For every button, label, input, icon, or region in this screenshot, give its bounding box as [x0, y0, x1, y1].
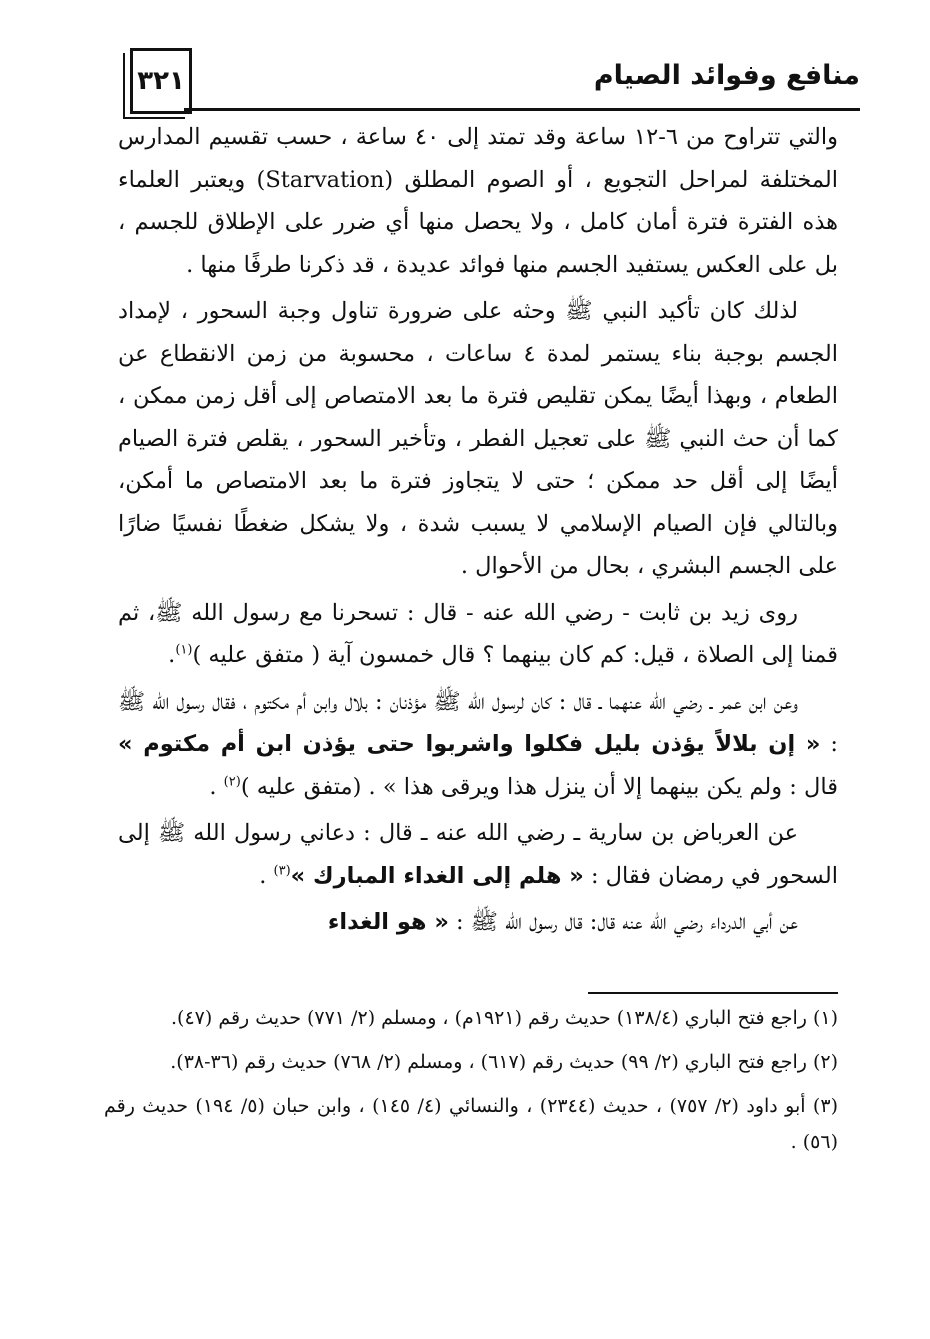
paragraph-5-text: عن العرباض بن سارية ـ رضي الله عنه ـ قال : دعاني رسول الله ﷺ إلى السحور في رمضان فقال : — [118, 820, 838, 889]
footnote-rule — [588, 992, 838, 994]
page-header — [120, 40, 860, 110]
main-text — [118, 116, 838, 948]
paragraph-4-text-b: قال : ولم يكن بينهما إلا أن ينزل هذا ويرقى هذا » . (متفق عليه ) — [240, 773, 838, 800]
hadith-quote-2: « هلم إلى الغداء المبارك » — [290, 862, 584, 889]
page-number: ٣٢١ — [130, 48, 192, 114]
paragraph-4-text-a: وعن ابن عمر ـ رضي الله عنهما ـ قال : كان لرسول الله ﷺ مؤذنان : بلال وابن أم مكتوم ، فقال رسول الله ﷺ : — [118, 688, 839, 757]
footnote-1: (١) راجع فتح الباري (١٣٨/٤) حديث رقم (١٩٢١م) ، ومسلم (٢/ ٧٧١) حديث رقم (٤٧). — [171, 1007, 838, 1029]
paragraph-5 — [118, 812, 838, 897]
paragraph-1: والتي تتراوح من ٦-١٢ ساعة وقد تمتد إلى ٤٠ ساعة ، حسب تقسيم المدارس المختلفة لمراحل التجويع ، أو الصوم المطلق (Starvation) ويعتبر العلماء هذه الفترة فترة أمان كامل ، ولا يحصل منها أي ضرر على الإطلاق للجسم ، بل على العكس يستفيد الجسم منها فوائد عديدة ، قد ذكرنا طرفًا منها . — [118, 124, 838, 278]
paragraph-6-text: عن أبي الدرداء رضي الله عنه قال: قال رسول الله ﷺ : — [448, 909, 798, 935]
footnote-ref-3: (٣) — [273, 863, 291, 878]
footnote-ref-1: (١) — [175, 642, 193, 658]
hadith-quote-3: « هو الغداء — [327, 909, 449, 935]
paragraph-3-text: روى زيد بن ثابت - رضي الله عنه - قال : تسحرنا مع رسول الله ﷺ، ثم قمنا إلى الصلاة ، قيل: كم كان بينهما ؟ قال خمسون آية ( متفق عليه ) — [118, 599, 838, 668]
footnotes — [104, 1000, 838, 1168]
footnote-3: (٣) أبو داود (٢/ ٧٥٧) ، حديث (٢٣٤٤) ، والنسائي (٤/ ١٤٥) ، وابن حبان (٥/ ١٩٤) حديث رقم (٥٦) . — [104, 1095, 838, 1153]
paragraph-3 — [118, 592, 838, 677]
paragraph-4-end: . — [209, 773, 224, 800]
hadith-quote-1: « إن بلالاً يؤذن بليل فكلوا واشربوا حتى يؤذن ابن أم مكتوم » — [118, 731, 821, 757]
paragraph-5-end: . — [259, 862, 274, 889]
paragraph-4 — [118, 681, 838, 809]
running-title: منافع وفوائد الصيام — [593, 60, 860, 91]
paragraph-3-end: . — [168, 642, 176, 668]
header-rule — [184, 108, 860, 111]
footnote-2: (٢) راجع فتح الباري (٢/ ٩٩) حديث رقم (٦١٧) ، ومسلم (٢/ ٧٦٨) حديث رقم (٣٦-٣٨). — [170, 1051, 838, 1073]
footnote-ref-2: (٢) — [223, 774, 241, 789]
paragraph-6 — [118, 901, 838, 944]
paragraph-2: لذلك كان تأكيد النبي ﷺ وحثه على ضرورة تناول وجبة السحور ، لإمداد الجسم بوجبة بناء يستمر لمدة ٤ ساعات ، محسوبة من زمن الانقطاع عن الطعام ، وبهذا أيضًا يمكن تقليص فترة ما بعد الامتصاص إلى أقل زمن ممكن ، كما أن حث النبي ﷺ على تعجيل الفطر ، وتأخير السحور ، يقلص فترة الصيام أيضًا إلى أقل حد ممكن ؛ حتى لا يتجاوز فترة ما بعد الامتصاص ما أمكن، وبالتالي فإن الصيام الإسلامي لا يسبب شدة ، ولا يشكل ضغطًا نفسيًا ضارًا على الجسم البشري ، بحال من الأحوال . — [118, 298, 838, 579]
